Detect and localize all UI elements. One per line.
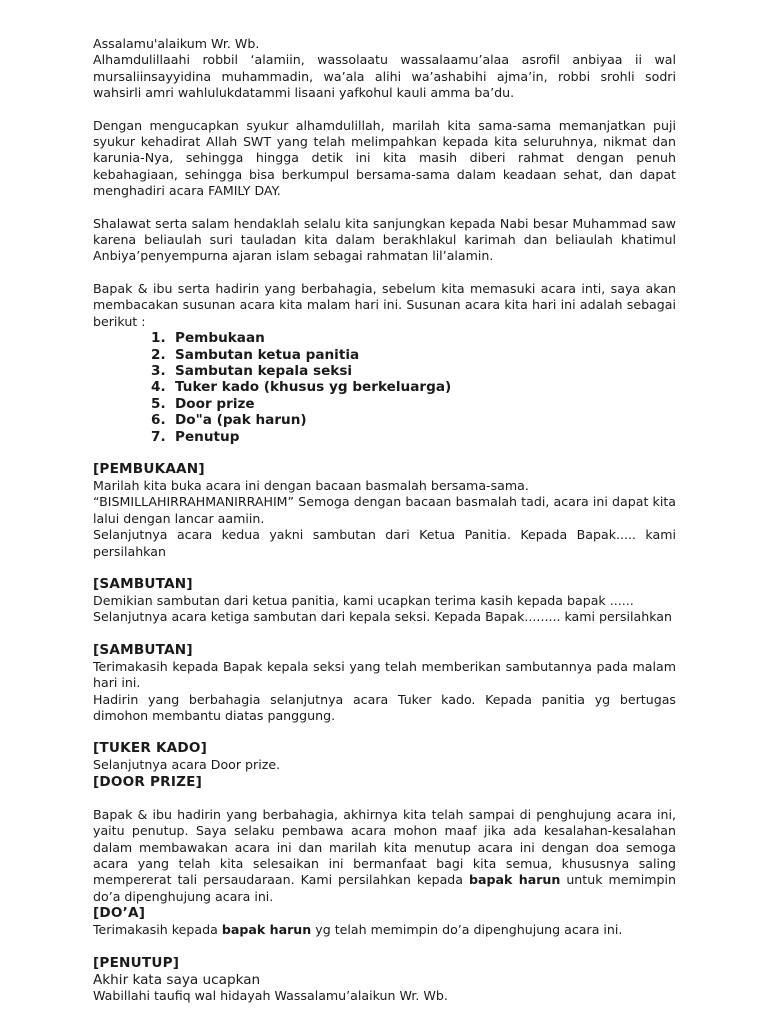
opening-hamdalah: Alhamdulillaahi robbil ‘alamiin, wassolaatu wassalaamu’alaa asrofil anbiyaa ii wal mursaliinsayyidina muhammadin, wa’ala alihi wa’ashabihi ajma’in, robbi srohli sodri wahsirli amri wahlulukdatammi lisaani yafkohul kauli amma ba’du.: [93, 52, 676, 101]
agenda-item: 5. Door prize: [151, 395, 255, 412]
opening-salam: Assalamu'alaikum Wr. Wb.: [93, 36, 260, 51]
heading-door-prize: [DOOR PRIZE]: [93, 773, 203, 790]
penutup-line-1: Akhir kata saya ucapkan: [93, 971, 261, 988]
pembukaan-line-2: “BISMILLAHIRRAHMANIRRAHIM” Semoga dengan bacaan basmalah tadi, acara ini dapat kita lalui dengan lancar aamiin.: [93, 494, 676, 526]
sambutan-1-line-1: Demikian sambutan dari ketua panitia, kami ucapkan terima kasih kepada bapak ......: [93, 592, 634, 608]
paragraph-susunan: Bapak & ibu serta hadirin yang berbahagia, sebelum kita memasuki acara inti, saya akan membacakan susunan acara kita malam hari ini. Susunan acara kita hari ini adalah sebagai berikut :: [93, 280, 676, 329]
agenda-item: 6. Do"a (pak harun): [151, 412, 307, 429]
sambutan-2-line-1: Terimakasih kepada Bapak kepala seksi yang telah memberikan sambutannya pada malam hari ini.: [93, 658, 676, 691]
heading-tuker-kado: [TUKER KADO]: [93, 740, 208, 757]
agenda-list: [93, 330, 676, 445]
agenda-item: 1. Pembukaan: [151, 330, 265, 347]
agenda-item: 3. Sambutan kepala seksi: [151, 362, 353, 379]
agenda-item: 2. Sambutan ketua panitia: [151, 346, 360, 363]
heading-sambutan-1: [SAMBUTAN]: [93, 575, 193, 592]
paragraph-penutupan: Bapak & ibu hadirin yang berbahagia, akhirnya kita telah sampai di penghujung acara ini, yaitu penutup. Saya selaku pembawa acara mohon maaf jika ada kesalahan-kesalahan dalam membawakan acara ini dan marilah kita menutup acara ini dengan doa semoga acara yang telah kita selesaikan ini bermanfaat bagi kita semua, khususnya saling mempererat tali persaudaraan. Kami persilahkan kepada bapak harun untuk memimpin do’a dipenghujung acara ini.: [93, 806, 676, 904]
pembukaan-line-3: Selanjutnya acara kedua yakni sambutan dari Ketua Panitia. Kepada Bapak..... kami persilahkan: [93, 527, 676, 559]
agenda-item: 4. Tuker kado (khusus yg berkeluarga): [151, 379, 452, 396]
heading-sambutan-2: [SAMBUTAN]: [93, 641, 193, 658]
pembukaan-line-1: Marilah kita buka acara ini dengan bacaan basmalah bersama-sama.: [93, 477, 529, 493]
penutup-line-2: Wabillahi taufiq wal hidayah Wassalamu’alaikun Wr. Wb.: [93, 988, 448, 1004]
heading-doa: [DO’A]: [93, 905, 146, 922]
paragraph-shalawat: Shalawat serta salam hendaklah selalu kita sanjungkan kepada Nabi besar Muhammad saw karena beliaulah suri tauladan kita dalam berakhlakul karimah dan beliaulah khatimul Anbiya’penyempurna ajaran islam sebagai rahmatan lil’alamin.: [93, 215, 676, 264]
doa-line: Terimakasih kepada bapak harun yg telah memimpin do’a dipenghujung acara ini.: [93, 922, 623, 938]
document-page: [93, 36, 676, 1004]
tuker-kado-line-1: Selanjutnya acara Door prize.: [93, 757, 281, 773]
paragraph-syukur: Dengan mengucapkan syukur alhamdulillah, marilah kita sama-sama memanjatkan puji syukur kehadirat Allah SWT yang telah melimpahkan kepada kita seluruhnya, nikmat dan karunia-Nya, sehingga hingga detik ini kita masih diberi rahmat dengan penuh kebahagiaan, sehingga bisa berkumpul bersama-sama dalam keadaan sehat, dan dapat menghadiri acara FAMILY DAY.: [93, 117, 676, 199]
heading-penutup: [PENUTUP]: [93, 954, 180, 971]
sambutan-1-line-2: Selanjutnya acara ketiga sambutan dari kepala seksi. Kepada Bapak......... kami persilahkan: [93, 609, 672, 625]
agenda-item: 7. Penutup: [151, 428, 240, 445]
sambutan-2-line-2: Hadirin yang berbahagia selanjutnya acara Tuker kado. Kepada panitia yg bertugas dimohon membantu diatas panggung.: [93, 691, 676, 723]
heading-pembukaan: [PEMBUKAAN]: [93, 460, 205, 477]
